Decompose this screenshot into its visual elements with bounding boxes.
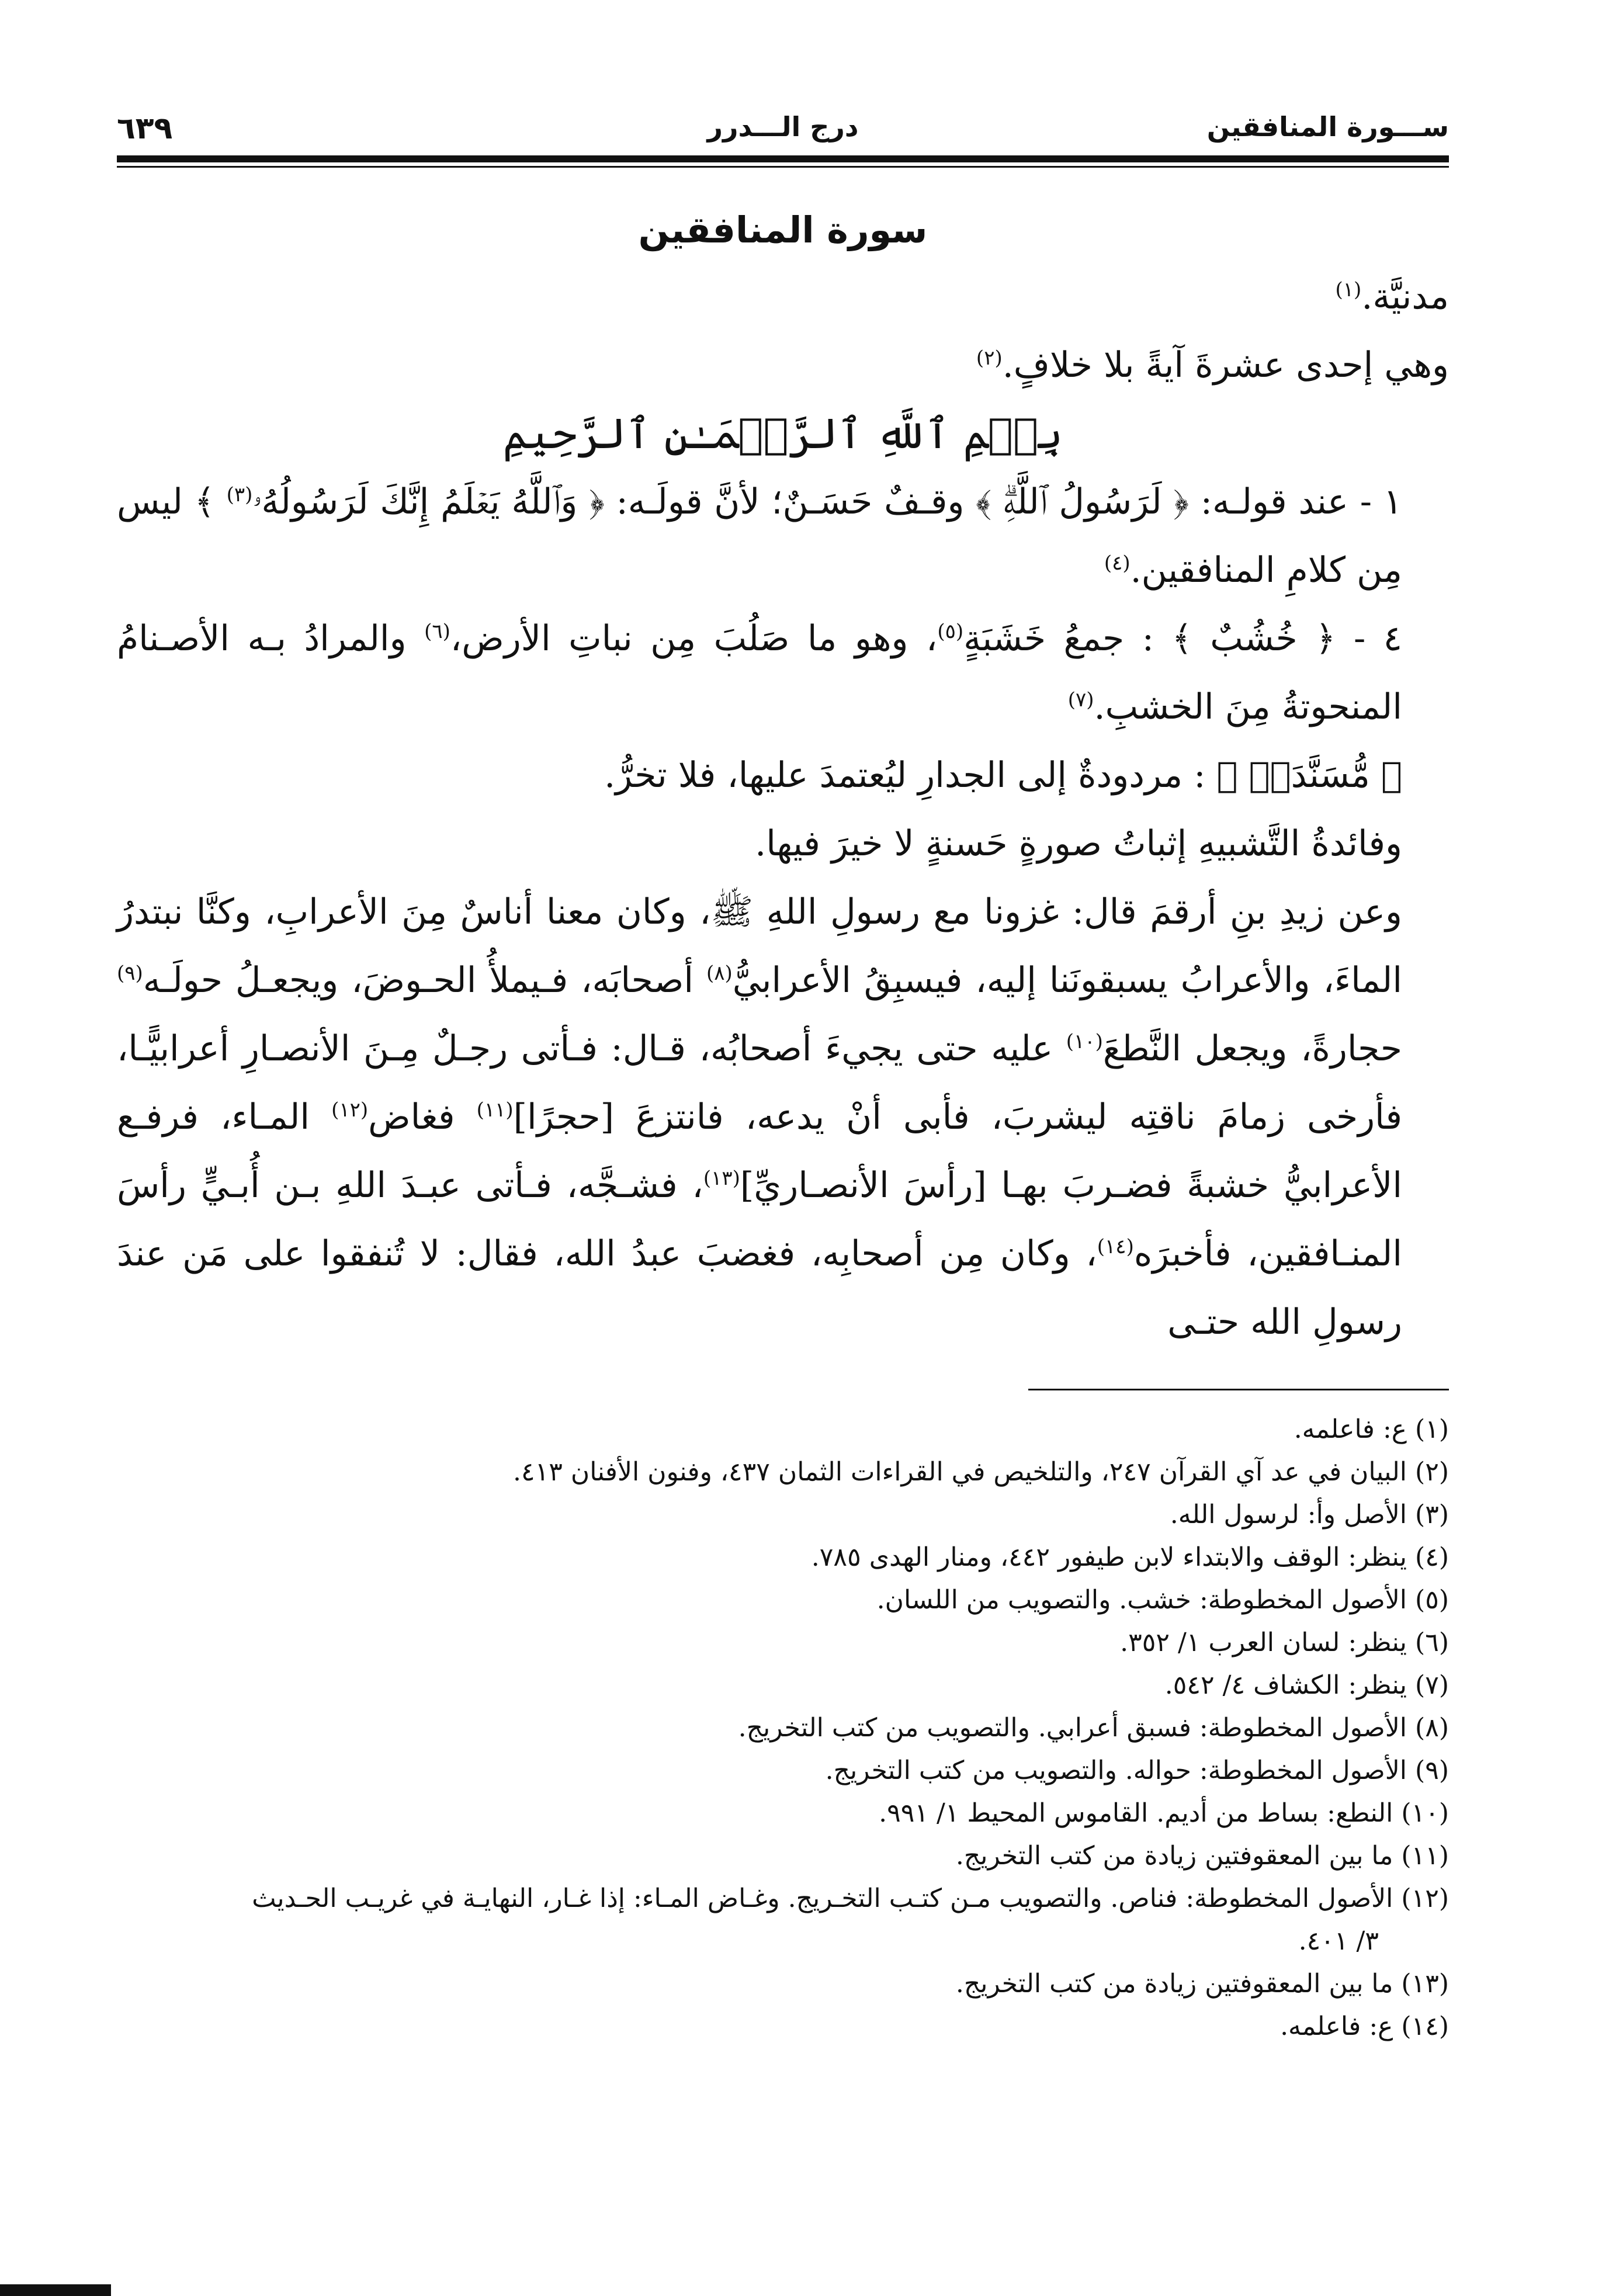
footnote-ref: (١٢) — [331, 1098, 369, 1122]
paragraph-text: ، وكان مِن أصحابِه، فغضبَ عبدُ الله، فقال: لا تُنفقوا على مَن عندَ رسولِ الله حتـى — [117, 1233, 1402, 1343]
footnote-ref: (٣) — [226, 483, 253, 507]
footnotes — [117, 1408, 1449, 2048]
scan-corner-mark — [0, 2284, 111, 2296]
paragraph-text: حجارةً، ويجعل النَّطعَ — [1102, 1028, 1402, 1069]
intro-madaniyya — [117, 263, 1449, 331]
paragraph-verse-1 — [117, 468, 1449, 605]
footnote-ref: (٢) — [976, 346, 1003, 370]
paragraph-tashbih — [117, 810, 1449, 878]
paragraph-text: عليه حتى يجيءَ أصحابُه، قـال: فـأتى رجـلٌ مِـنَ الأنصـارِ أعرابيًّـا، فأرخى زمامَ ناقتِه ليشربَ، فأبى أنْ يدعه، فانتزعَ [حجرًا] — [117, 1028, 1403, 1137]
footnote: (١٠) النطع: بساط من أديم. القاموس المحيط ١/ ٩٩١. — [879, 1798, 1449, 1828]
paragraph-text: فغاض — [368, 1097, 477, 1137]
paragraph-musannada — [117, 741, 1449, 810]
footnote-ref: (١١) — [476, 1098, 514, 1122]
running-header — [117, 88, 1449, 152]
footnote-ref: (٥) — [937, 620, 964, 643]
footnote: (١٢) الأصول المخطوطة: فناص. والتصويب مـن كتـب التخـريج. وغـاض المـاء: إذا غـار، النهايـة في غريـب الحـديث — [252, 1884, 1449, 1913]
page-number: ٦٣٩ — [117, 111, 173, 146]
verse-count-text: وهي إحدى عشرةَ آيةً بلا خلافٍ. — [1002, 345, 1449, 386]
footnote: (٢) البيان في عد آي القرآن ٢٤٧، والتلخيص في القراءات الثمان ٤٣٧، وفنون الأفنان ٤١٣. — [513, 1457, 1449, 1487]
paragraph-text: ١ - عند قولـه: ﴿ لَرَسُولُ ٱللَّهِۗ ﴾ وقـفٌ حَسَـنٌ؛ لأنَّ قولَـه: ﴿ وَٱللَّهُ يَعۡلَمُ إِنَّكَ لَرَسُولُهُۥ — [252, 481, 1402, 522]
paragraph-text: أصحابَه، فـيملأُ الحـوضَ، ويجعـلُ حولَـه — [143, 960, 706, 1001]
paragraph-text: ﴾ ليس مِن كلامِ المنافقين. — [117, 481, 1402, 591]
surah-title: سورة المنافقين — [638, 209, 928, 251]
footnote: (١) ع: فاعلمه. — [1294, 1414, 1449, 1444]
footnote-continuation: ٣/ ٤٠١. — [1298, 1926, 1379, 1956]
footnote-ref: (٧) — [1067, 688, 1094, 712]
footnote-ref: (٩) — [117, 962, 143, 985]
footnote-ref: (٦) — [424, 620, 450, 643]
basmala: بِسۡمِ ٱللَّهِ ٱلرَّحۡمَـٰنِ ٱلرَّحِيمِ — [502, 409, 1063, 458]
footnote-ref: (١٣) — [703, 1167, 740, 1190]
paragraph-text: ، وهو ما صَلُبَ مِن نباتِ الأرض، — [450, 618, 938, 659]
paragraph-text: ، فشـجَّه، فـأتى عبـدَ اللهِ بـن أُبـيٍّ رأسَ المنـافقين، فأخبرَه — [117, 1165, 1403, 1274]
footnote: (٣) الأصل وأ: لرسول الله. — [1170, 1500, 1449, 1529]
header-rule-thin — [117, 166, 1449, 168]
footnote: (٤) ينظر: الوقف والابتداء لابن طيفور ٤٤٢، ومنار الهدى ٧٨٥. — [811, 1542, 1449, 1572]
footnote: (١١) ما بين المعقوفتين زيادة من كتب التخريج. — [955, 1841, 1449, 1871]
paragraph-text: ٤ - ﴿ خُشُبٌ ﴾ : جمعُ خَشَبَةٍ — [963, 618, 1403, 659]
footnote: (٨) الأصول المخطوطة: فسبق أعرابي. والتصويب من كتب التخريج. — [738, 1713, 1449, 1743]
footnote-ref: (٤) — [1104, 552, 1131, 575]
page — [117, 88, 1449, 2048]
header-book-title: درج الـــدرر — [707, 111, 859, 143]
footnote: (٩) الأصول المخطوطة: حواله. والتصويب من كتب التخريج. — [825, 1756, 1449, 1785]
footnote: (١٤) ع: فاعلمه. — [1280, 2011, 1449, 2041]
footnote-ref: (١) — [1335, 278, 1362, 301]
paragraph-hadith — [117, 878, 1449, 1357]
main-text — [117, 263, 1449, 1357]
paragraph-text: والمرادُ بـه الأصـنامُ المنحوتةُ مِنَ الخشبِ. — [117, 618, 1402, 727]
header-rule-thick — [117, 155, 1449, 162]
footnote-ref: (٨) — [706, 962, 733, 985]
paragraph-text: المـاء، فرفـع الأعرابيُّ خشبةً فضـربَ بهـا [رأسَ الأنصـاريِّ] — [117, 1097, 1402, 1206]
footnote-ref: (١٤) — [1097, 1235, 1134, 1258]
paragraph-text: وعن زيدِ بنِ أرقمَ قال: غزونا مع رسولِ اللهِ ﷺ، وكان معنا أناسٌ مِنَ الأعرابِ، وكنَّا نبتدرُ الماءَ، والأعرابُ يسبقونَنا إليه، فيسبِقُ الأعرابيُّ — [117, 892, 1402, 1001]
header-surah-name: ســـورة المنافقين — [1206, 111, 1449, 143]
intro-verse-count — [117, 331, 1449, 400]
footnote: (٥) الأصول المخطوطة: خشب. والتصويب من اللسان. — [876, 1585, 1449, 1615]
paragraph-text: وفائدةُ التَّشبيهِ إثباتُ صورةٍ حَسنةٍ لا خيرَ فيها. — [755, 823, 1402, 864]
madaniyya-text: مدنيَّة. — [1361, 276, 1449, 317]
footnote: (١٣) ما بين المعقوفتين زيادة من كتب التخريج. — [955, 1969, 1449, 1999]
paragraph-text: ﴿ مُّسَنَّدَةٞ ﴾ : مردودةٌ إلى الجدارِ ليُعتمدَ عليها، فلا تخرُّ. — [604, 755, 1402, 796]
footnote-separator — [1028, 1389, 1449, 1390]
footnote-ref: (١٠) — [1066, 1030, 1103, 1053]
footnote: (٦) ينظر: لسان العرب ١/ ٣٥٢. — [1120, 1628, 1449, 1657]
paragraph-verse-4 — [117, 605, 1449, 741]
footnote: (٧) ينظر: الكشاف ٤/ ٥٤٢. — [1164, 1670, 1449, 1700]
